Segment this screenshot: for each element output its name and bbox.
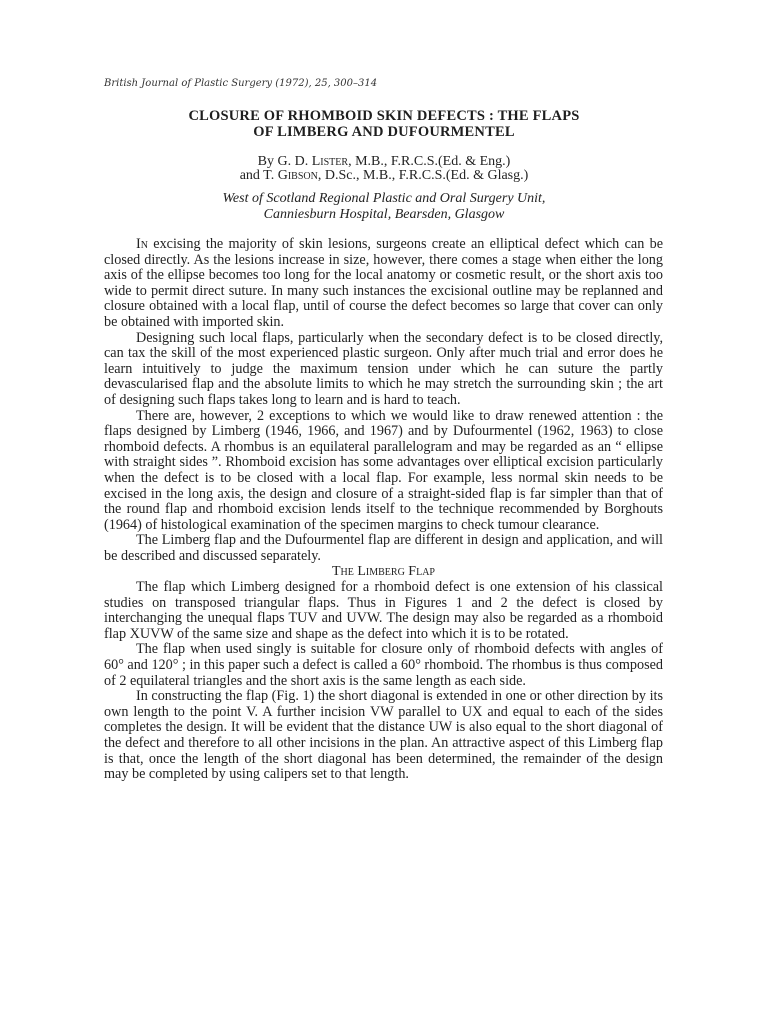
author-1-credentials: , M.B., F.R.C.S.(Ed. & Eng.)	[348, 154, 511, 169]
author-2-credentials: , D.Sc., M.B., F.R.C.S.(Ed. & Glasg.)	[317, 168, 529, 183]
paragraph-6: The flap when used singly is suitable for closure only of rhomboid defects with angles of 60° and 120° ; in this paper such a defect is called a 60° rhomboid. The rhombus is thus composed of 2 equilateral triangles and the short axis is the same length as each side.	[104, 641, 663, 689]
paragraph-2: Designing such local flaps, particularly when the secondary defect is to be closed directly, can tax the skill of the most experienced plastic surgeon. Only after much trial and error does he learn intuitively to judge the maximum tension under which he can suture the partly devascularised flap and the absolute limits to which he may stretch the surrounding skin ; the art of designing such flaps takes long to learn and is hard to teach.	[104, 329, 663, 408]
author-1-prefix: By G. D.	[257, 154, 312, 169]
author-1-surname: Lister	[311, 154, 349, 169]
author-line-2	[100, 168, 668, 184]
journal-citation: British Journal of Plastic Surgery (1972), 25, 300–314	[104, 78, 378, 89]
paragraph-1	[104, 237, 663, 331]
paragraph-3: There are, however, 2 exceptions to which we would like to draw renewed attention : the flaps designed by Limberg (1946, 1966, and 1967) and by Dufourmentel (1962, 1963) to close rhomboid defects. A rhombus is an equilateral parallelogram and may be regarded as an “ ellipse with straight sides ”. Rhomboid excision has some advantages over elliptical excision particularly when the defect is to be closed with a local flap. For example, less normal skin needs to be excised in the long axis, the design and closure of a straight-sided flap is far simpler than that of the round flap and rhomboid excision lends itself to the technique recommended by Borghouts (1964) of histological examination of the specimen margins to check tumour clearance.	[104, 407, 663, 533]
article-body	[104, 237, 663, 783]
author-2-surname: Gibson	[277, 168, 318, 183]
paragraph-4: The Limberg flap and the Dufourmentel flap are different in design and application, and will be described and discussed separately.	[104, 532, 663, 564]
paragraph-7: In constructing the flap (Fig. 1) the short diagonal is extended in one or other direction by its own length to the point V. A further incision VW parallel to UX and equal to each of the sides completes the design. It will be evident that the distance UW is also equal to the short diagonal of the defect and therefore to all other incisions in the plan. An attractive aspect of this Limberg flap is that, once the length of the short diagonal has been determined, the remainder of the design may be completed by using calipers set to that length.	[104, 688, 663, 783]
article-title-line-2: OF LIMBERG AND DUFOURMENTEL	[253, 124, 515, 140]
paragraph-5: The flap which Limberg designed for a rhomboid defect is one extension of his classical studies on transposed triangular flaps. Thus in Figures 1 and 2 the defect is closed by interchanging the unequal flaps TUV and UVW. The design may also be regarded as a rhomboid flap XUVW of the same size and shape as the defect into which it is to be rotated.	[104, 579, 663, 642]
section-heading: The Limberg Flap	[331, 564, 435, 580]
article-title-line-1: CLOSURE OF RHOMBOID SKIN DEFECTS : THE FLAPS	[188, 108, 580, 124]
author-2-prefix: and T.	[239, 168, 278, 183]
affiliation-line-2: Canniesburn Hospital, Bearsden, Glasgow	[263, 207, 505, 222]
paragraph-1-text: excising the majority of skin lesions, surgeons create an elliptical defect which can be closed directly. As the lesions increase in size, however, there comes a stage when either the long axis of the ellipse becomes too long for the local anatomy or cosmetic result, or the short axis too wide to permit direct suture. In many such instances the excisional outline may be replanned and closure obtained with a local flap, until of course the defect becomes so large that cover can only be obtained with imported skin.	[104, 236, 663, 330]
affiliation-line-1: West of Scotland Regional Plastic and Oral Surgery Unit,	[222, 191, 546, 206]
paragraph-1-lead: In	[136, 236, 148, 252]
